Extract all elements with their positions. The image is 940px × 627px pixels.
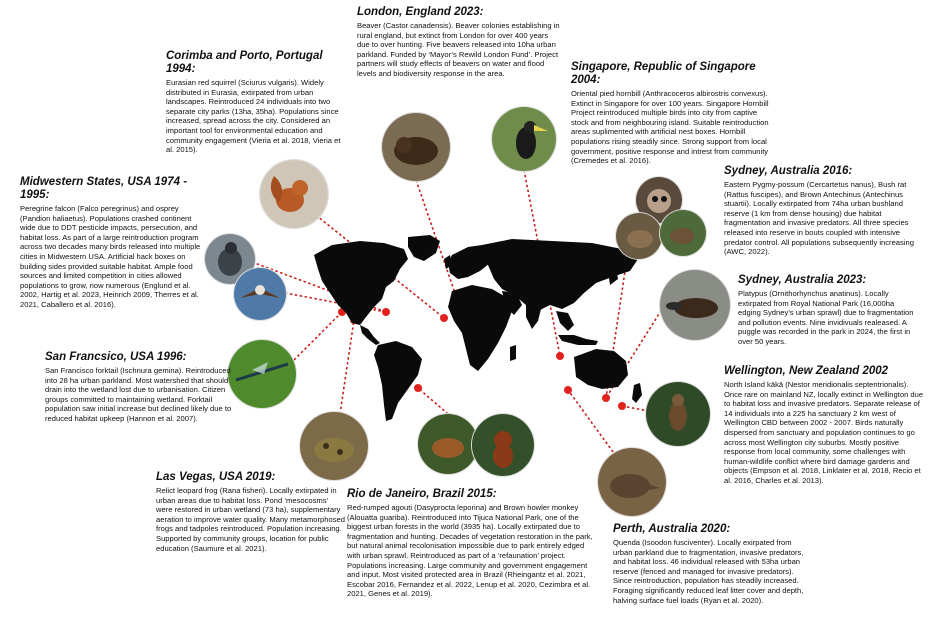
- case-description: Oriental pied hornbill (Anthracoceros albirostris convexus). Extinct in Singapore for over 100 years. Singapore Hornbill Project reintroduced multiple birds into city from captive stock and from neighbouring island. Suitable reintroduction areas suplimented with artificial nest boxes. Hornbill populations rising steadily since. Strong support from local government, positive response and intrest from community (Cremedes et al. 2016).: [571, 89, 769, 166]
- agouti-photo: [418, 414, 478, 474]
- case-rio: [347, 488, 597, 599]
- case-sydney-2016: [724, 165, 920, 257]
- australia: [574, 349, 628, 389]
- case-title: Rio de Janeiro, Brazil 2015:: [347, 488, 497, 500]
- squirrel-photo: [260, 160, 328, 228]
- case-description: Quenda (Isoodon fusciventer). Locally exirpated from urban parkland due to fragmentation, invasive predators, and habitat loss. 46 individual released with 53ha urban reserve (fenced and managed for invasive predators). Since reintroduction, population has steadily increased. Foraging significantly reduced leaf litter cover and depth, halving surface fuel loads (Ryan et al. 2020).: [613, 538, 804, 605]
- case-title: Wellington, New Zealand 2002: [724, 365, 889, 377]
- case-title: Perth, Australia 2020:: [613, 523, 731, 535]
- case-corimba: [166, 50, 348, 155]
- osprey-photo: [234, 268, 286, 320]
- leopard-frog-photo: [300, 412, 368, 480]
- new-zealand: [632, 383, 642, 403]
- case-description: Eastern Pygmy-possum (Cercartetus nanus), Bush rat (Rattus fuscipes), and Brown Antechinus (Antechinus stuartii). Locally extirpated from 74ha urban bushland reserve (1 km from dense housing) due habitat fragmentation and invasive predators. All three species released into reserve in bouts coupled with intensive predator control. All populations subsequently increasing (AWC, 2022).: [724, 180, 914, 257]
- hornbill-photo: [492, 107, 556, 171]
- case-san-francisco: [45, 351, 235, 424]
- case-london: [357, 6, 562, 79]
- africa: [448, 285, 512, 371]
- case-title: San Francsico, USA 1996:: [45, 351, 187, 363]
- central-america: [360, 325, 380, 345]
- bush-rat-photo: [616, 213, 662, 259]
- madagascar: [510, 345, 516, 361]
- case-sydney-2023: [738, 274, 918, 347]
- case-title: Las Vegas, USA 2019:: [156, 471, 276, 483]
- beaver-photo: [382, 113, 450, 181]
- case-title: Corimba and Porto, Portugal 1994:: [166, 50, 323, 75]
- case-perth: [613, 523, 813, 605]
- case-wellington: [724, 365, 924, 486]
- case-description: Red-rumped agouti (Dasyprocta leporina) and Brown howler monkey (Alouatta guariba). Reintroduced into Tijuca National Park, one of the biggest urban forests in the world (3935 ha). Locally extirpated due to fragmentation and hunting. Decades of vegetation restoration in the park, but natural animal recolonisation impossible due to park entirely edged with urban sprawl. Reintroduced as part of a ‘refaunation’ project. Populations increasing. Large community and government engagement and input. Most visited protected area in Brazil (Rheingantz et al. 2021, Escobar 2016, Fernandez et al. 2022, Lenup et al. 2020, Cezimbra et al. 2021, Genes et al. 2019).: [347, 503, 593, 599]
- case-singapore: [571, 61, 771, 166]
- forktail-photo: [228, 340, 296, 408]
- case-title: Midwestern States, USA 1974 - 1995:: [20, 176, 188, 201]
- north-america: [314, 241, 408, 325]
- case-description: North Island kākā (Nestor meridionalis septentrionalis). Once rare on mainland NZ, locally extinct in Wellington due to habitat loss and invasive predators. Separate release of 14 individuals into a 225 ha sanctuary 2 km west of Wellington CBD between 2002 - 2007. Birds naturally dispersed from sanctuary and population continues to go across most Wellington city suburbs. Mostly positive response from local community, some challenges with human-wildlife conflict where bird damage gardens and objects (Empson et al. 2018, Linklater et al. 2018, Recio et al. 2016, Charles et al. 2013).: [724, 380, 924, 485]
- antechinus-photo: [660, 210, 706, 256]
- case-description: Platypus (Ornithorhynchus anatinus). Locally extirpated from Royal National Park (16,000ha edging Sydney’s urban sprawl) due to fragmentation and pollution events. Nine invidivuals realeased. A puggle was recorded in the park in 2024, the first in over 50 years.: [738, 289, 914, 346]
- case-title: Sydney, Australia 2016:: [724, 165, 853, 177]
- indonesia: [558, 335, 598, 345]
- south-america: [374, 341, 422, 421]
- case-title: Singapore, Republic of Singapore 2004:: [571, 61, 756, 86]
- howler-monkey-photo: [472, 414, 534, 476]
- platypus-photo: [660, 270, 730, 340]
- case-midwest: [20, 176, 206, 310]
- case-description: Eurasian red squirrel (Sciurus vulgaris). Widely distributed in Eurasia, extirpated from urban landscapes. Reintroduced 24 individuals into two separate city parks (13ha, 35ha). Populations since increased, spread across the city. Considered an important tool for environmental education and community engagement (Vieria et al. 2018, Vieria et al. 2015).: [166, 78, 341, 155]
- quenda-photo: [598, 448, 666, 516]
- case-title: Sydney, Australia 2023:: [738, 274, 867, 286]
- case-description: Peregrine falcon (Falco peregrinus) and osprey (Pandion haliaetus). Populations crashed continent wide due to DDT pesticide impacts, persecution, and habitat loss. As part of a large reintroduction program across two decades many birds released into multiple cities in Midwestern USA. Artificial hack boxes on building sides provided suitable habitat. Ample food sources and limited competition in cities allowed populations to grow, now numerous (Englund et al. 2002, Hartig et al. 2023, Heinrich 2009, Therres et al. 2021, Caballero et al. 2016).: [20, 204, 201, 309]
- kaka-photo: [646, 382, 710, 446]
- greenland: [408, 235, 440, 261]
- world-map: [312, 235, 646, 425]
- case-title: London, England 2023:: [357, 6, 484, 18]
- case-description: San Francisco forktail (Ischnura gemina). Reintroduced into 28 ha urban parkland. Most watershed that should drain into the wetland lost due to urbanisation. Citizen groups committed to maintaining wetland. Forktail population saw initial increase but declined likely due to reduced habitat upkeep (Hannon et al. 2007).: [45, 366, 232, 423]
- southeast-asia: [556, 311, 574, 331]
- case-description: Beaver (Castor canadensis). Beaver colonies establishing in rural england, but extinct from London for over 400 years due to over hunting. Five beavers released into 10ha urban parkland. Funded by ‘Mayor’s Rewild London Fund’. Project partners will study effects of beavers on water and flood levels and biodiversity response in the area.: [357, 21, 560, 78]
- india: [526, 305, 542, 329]
- case-description: Relict leopard frog (Rana fisheri). Locally extirpated in urban areas due to habitat loss. Pond ‘mesocosms’ were restored in urban wetland (73 ha), supplementary aeration to improve water quality. Many metamorphosed frogs and tadpoles reintroduced. Population increasing. Supported by community groups, location for public education (Saumure et al. 2021).: [156, 486, 345, 553]
- case-las-vegas: [156, 471, 346, 553]
